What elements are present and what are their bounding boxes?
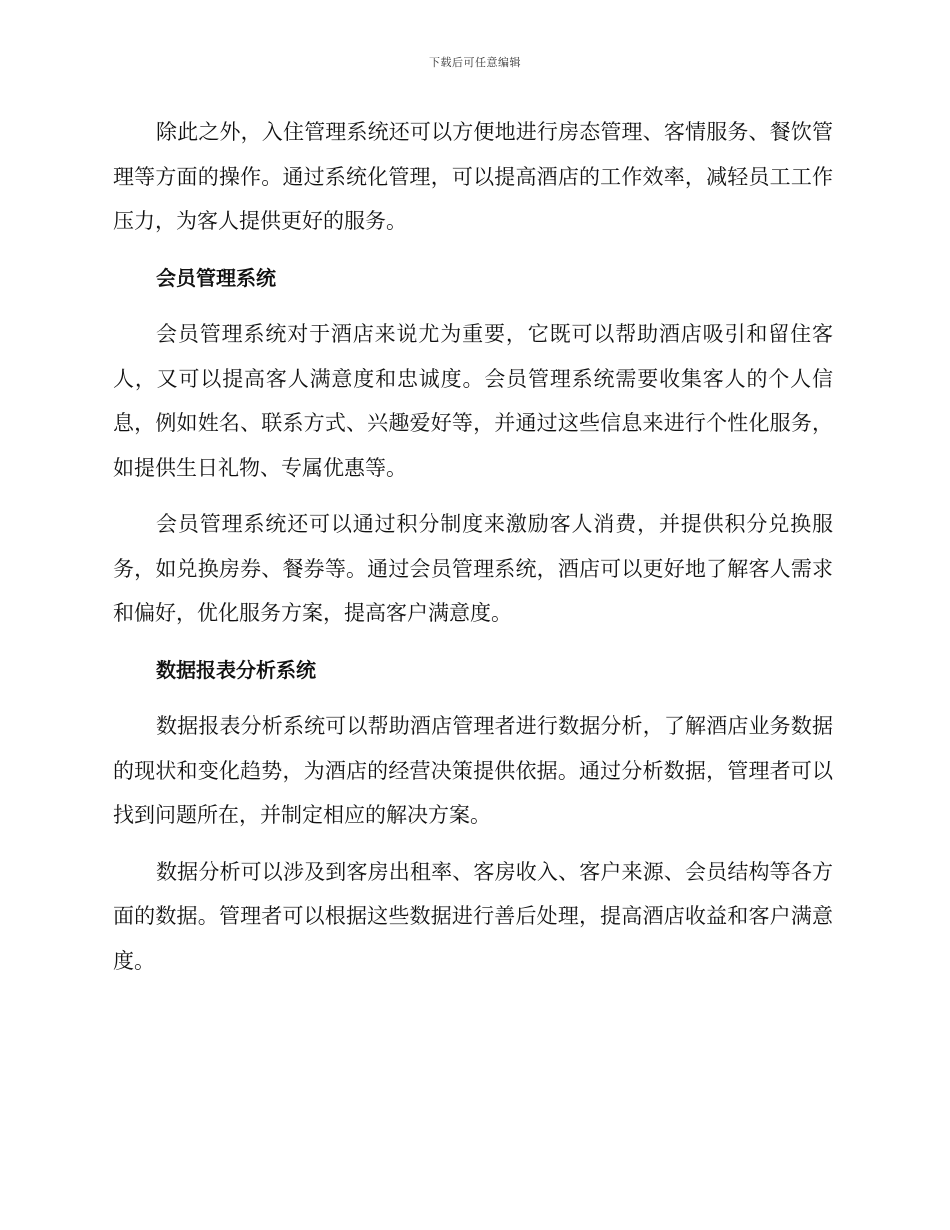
spacer: [113, 490, 833, 502]
spacer: [113, 244, 833, 256]
spacer: [113, 300, 833, 312]
spacer: [113, 692, 833, 704]
section-heading-membership: 会员管理系统: [156, 265, 276, 290]
paragraph-membership-intro: 会员管理系统对于酒店来说尤为重要，它既可以帮助酒店吸引和留住客人，又可以提高客人满意度和忠诚度。会员管理系统需要收集客人的个人信息，例如姓名、联系方式、兴趣爱好等，并通过这些信息来进行个性化服务，如提供生日礼物、专属优惠等。: [113, 322, 833, 480]
spacer: [113, 636, 833, 648]
paragraph-data-report-intro: 数据报表分析系统可以帮助酒店管理者进行数据分析，了解酒店业务数据的现状和变化趋势，为酒店的经营决策提供依据。通过分析数据，管理者可以找到问题所在，并制定相应的解决方案。: [113, 714, 833, 827]
page-header: 下载后可任意编辑: [429, 56, 521, 69]
paragraph-membership-points: 会员管理系统还可以通过积分制度来激励客人消费，并提供积分兑换服务，如兑换房券、餐券等。通过会员管理系统，酒店可以更好地了解客人需求和偏好，优化服务方案，提高客户满意度。: [113, 512, 833, 625]
spacer: [113, 838, 833, 850]
paragraph-data-analysis-scope: 数据分析可以涉及到客房出租率、客房收入、客户来源、会员结构等各方面的数据。管理者可以根据这些数据进行善后处理，提高酒店收益和客户满意度。: [113, 859, 833, 973]
paragraph-checkin-ops: 除此之外，入住管理系统还可以方便地进行房态管理、客情服务、餐饮管理等方面的操作。通过系统化管理，可以提高酒店的工作效率，减轻员工工作压力，为客人提供更好的服务。: [113, 120, 833, 233]
document-body: [113, 110, 833, 983]
section-heading-data-report: 数据报表分析系统: [156, 657, 316, 682]
